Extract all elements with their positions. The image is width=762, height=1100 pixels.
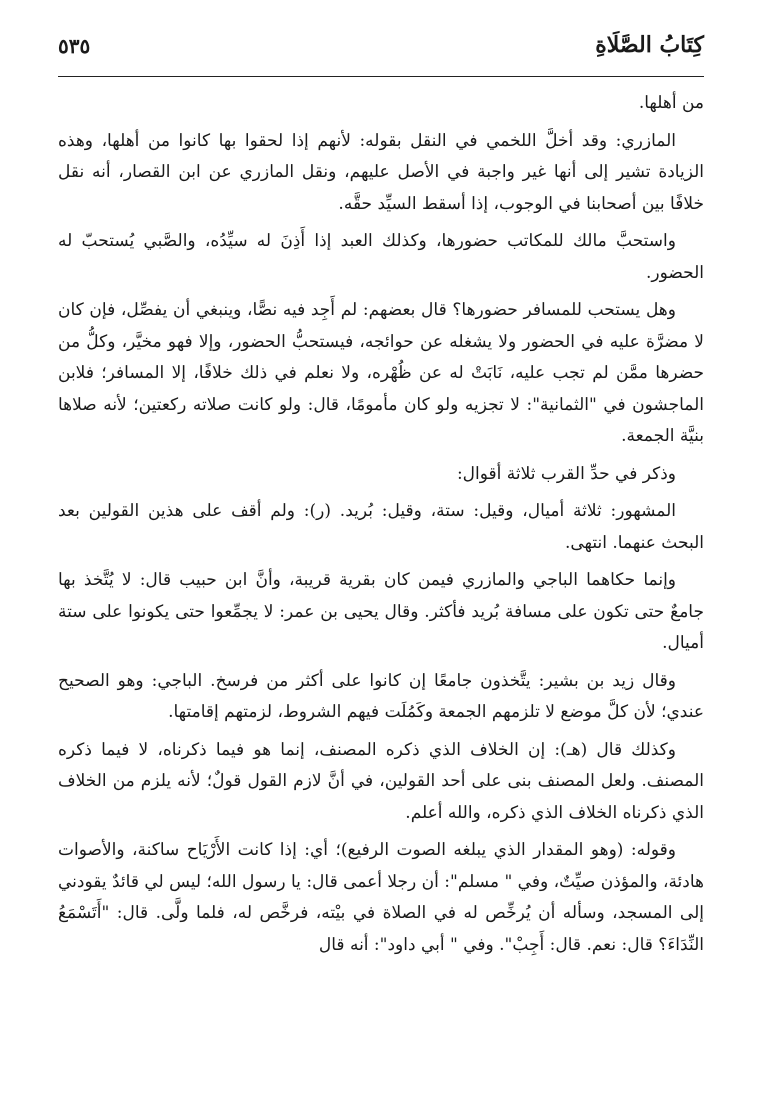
page-number: ٥٣٥ xyxy=(58,34,91,58)
header-divider xyxy=(58,76,704,77)
paragraph-6: المشهور: ثلاثة أميال، وقيل: ستة، وقيل: بُريد. (ر): ولم أقف على هذين القولين بعد البحث عنهما. انتهى. xyxy=(58,501,704,553)
paragraph-2: المازري: وقد أخلَّ اللخمي في النقل بقوله: لأنهم إذا لحقوا بها كانوا من أهلها، وهذه الزيادة تشير إلى أنها غير واجبة في الأصل عليهم، ونقل المازري عن ابن القصار، أنه نقل خلافًا بين أصحابنا في الوجوب، إذا أسقط السيِّد حقَّه. xyxy=(58,130,704,214)
paragraph-7: وإنما حكاهما الباجي والمازري فيمن كان بقرية قريبة، وأنَّ ابن حبيب قال: لا يُتَّخذ بها جامعٌ حتى تكون على مسافة بُريد فأكثر. وقال يحيى بن عمر: لا يجمِّعوا حتى يكونوا على ستة أميال. xyxy=(58,570,704,653)
paragraph-8: وقال زيد بن بشير: يتَّخذون جامعًا إن كانوا على أكثر من فرسخ. الباجي: وهو الصحيح عندي؛ لأن كلَّ موضع لا تلزمهم الجمعة وكَمُلَت فيهم الشروط، لزمتهم إقامتها. xyxy=(58,670,704,722)
page-header xyxy=(58,30,704,70)
paragraph-4: وهل يستحب للمسافر حضورها؟ قال بعضهم: لم أَجِد فيه نصًّا، وينبغي أن يفصِّل، فإن كان لا مضرَّة عليه في الحضور ولا يشغله عن حوائجه، فيستحبُّ الحضور، وإلا فهو مخيَّر، وكلُّ من حضرها ممَّن لم تجب عليه، نَابَتْ له عن ظُهْره، ولا نعلم في ذلك خلافًا، إلا المسافر؛ فلابن الماجشون في "الثمانية": لا تجزيه ولو كان مأمومًا، قال: ولو كانت صلاته ركعتين؛ لأنه صلاها بنيَّة الجمعة. xyxy=(58,300,704,446)
chapter-title: كِتَابُ الصَّلَاةِ xyxy=(595,32,704,58)
paragraph-5: وذكر في حدِّ القرب ثلاثة أقوال: xyxy=(456,463,676,484)
page-body xyxy=(58,88,704,967)
paragraph-3: واستحبَّ مالك للمكاتب حضورها، وكذلك العبد إذا أَذِنَ له سيِّدُه، والصَّبي يُستحبّ له الحضور. xyxy=(58,231,704,283)
paragraph-1: من أهلها. xyxy=(638,93,704,113)
paragraph-10: وقوله: (وهو المقدار الذي يبلغه الصوت الرفيع)؛ أي: إذا كانت الأَرْيَاح ساكنة، والأصوات هادئة، والمؤذن صيِّتٌ، وفي " مسلم": أن رجلا أعمى قال: يا رسول الله؛ ليس لي قائدٌ يقودني إلى المسجد، وسأله أن يُرخِّص له في الصلاة في بيْته، فرخَّص له، فلما ولَّى. قال: "أَتَسْمَعُ النِّدَاءَ؟ قال: نعم. قال: أَجِبْ". وفي " أبي داود": أنه قال xyxy=(58,840,704,955)
paragraph-9: وكذلك قال (هـ): إن الخلاف الذي ذكره المصنف، إنما هو فيما ذكرناه، لا فيما ذكره المصنف. ولعل المصنف بنى على أحد القولين، في أنَّ لازم القول قولٌ؛ لأنه يلزم من الخلاف الذي ذكرناه الخلاف الذي ذكره، والله أعلم. xyxy=(58,739,704,823)
